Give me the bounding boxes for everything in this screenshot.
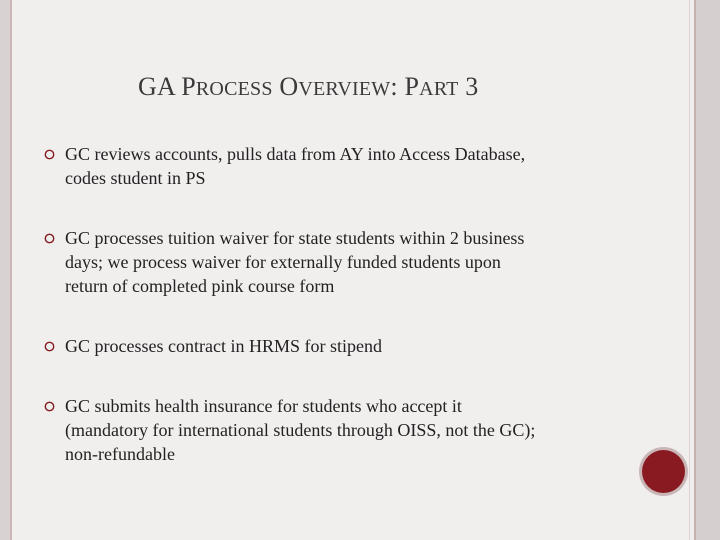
circle-outline-icon — [44, 233, 55, 244]
right-border — [696, 0, 720, 540]
slide-title — [138, 72, 478, 102]
bullet-text: GC submits health insurance for students who accept it (mandatory for international students through OISS, not the GC); non-refundable — [65, 396, 536, 464]
accent-circle — [642, 450, 685, 493]
circle-outline-icon — [44, 341, 55, 352]
right-border-inner-line — [689, 0, 690, 540]
bullet-item — [44, 334, 644, 358]
title-part-num: 3 — [458, 72, 479, 101]
bullet-item — [44, 226, 644, 298]
bullet-text: GC reviews accounts, pulls data from AY into Access Database, codes student in PS — [65, 144, 526, 188]
title-part-o: O — [272, 72, 299, 101]
title-part-colon-p: : P — [390, 72, 420, 101]
title-part-rocess: ROCESS — [195, 78, 273, 100]
bullet-item — [44, 142, 644, 190]
circle-outline-icon — [44, 149, 55, 160]
bullet-text: GC processes tuition waiver for state students within 2 business days; we process waiver for externally funded students upon return of completed pink course form — [65, 228, 525, 296]
title-part-ga: GA P — [138, 72, 196, 101]
left-border-line — [10, 0, 12, 540]
left-border — [0, 0, 10, 540]
title-part-art: ART — [419, 78, 459, 100]
bullet-item — [44, 394, 644, 466]
title-part-verview: VERVIEW — [298, 78, 391, 100]
bullet-text: GC processes contract in HRMS for stipend — [65, 336, 382, 356]
circle-outline-icon — [44, 401, 55, 412]
